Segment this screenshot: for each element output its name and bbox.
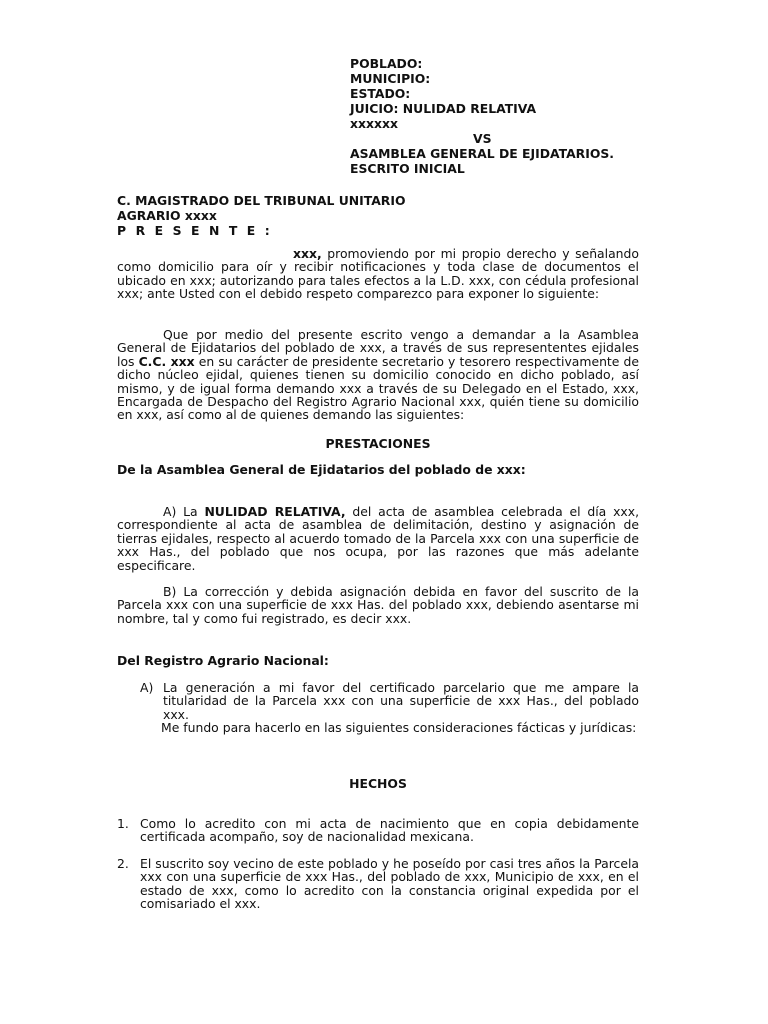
promovente-name: xxx,: [293, 246, 322, 261]
hechos-list: [117, 817, 639, 910]
addressee-line-2: AGRARIO xxxx: [117, 208, 217, 223]
demand-paragraph: [117, 328, 639, 422]
demand-defendants: C.C. xxx: [138, 353, 195, 369]
demand-text-2: en su carácter de presidente secretario y tesorero respectivamente de dicho núcleo ejidal, quienes tienen su domicilio conocido en dicho poblado, así mismo, y de igual forma demando xxx a través de su Delegado en el Estado, xxx, Encargada de Despacho del Registro Agrario Nacional xxx, quién tiene su domicilio en xxx, así como al de quienes demando las siguientes:: [117, 353, 639, 423]
fundo-text: Me fundo para hacerlo en las siguientes consideraciones fácticas y jurídicas:: [161, 720, 637, 735]
ran-heading: Del Registro Agrario Nacional:: [117, 653, 329, 668]
prestaciones-title: PRESTACIONES: [325, 436, 431, 451]
poblado-label: POBLADO:: [350, 56, 423, 71]
hecho-text: Como lo acredito con mi acta de nacimiento que en copia debidamente certificada acompaño, soy de nacionalidad mexicana.: [140, 816, 639, 845]
hecho-number: 1.: [117, 816, 129, 831]
demand-text-1: Que por medio del presente escrito vengo a demandar a la Asamblea General de Ejidatarios del poblado de xxx, a través de sus represententes ejidales los: [117, 327, 639, 369]
intro-paragraph: [117, 247, 639, 301]
ran-item: [117, 681, 639, 721]
addressee: [117, 193, 406, 238]
actor-name: xxxxxx: [350, 116, 398, 131]
municipio-label: MUNICIPIO:: [350, 71, 431, 86]
hecho-text: El suscrito soy vecino de este poblado y he poseído por casi tres años la Parcela xxx con una superficie de xxx Has., del poblado de xxx, Municipio de xxx, en el estado de xxx, como lo acredito con la constancia original expedida por el comisariado el xxx.: [140, 855, 639, 912]
ran-item-text: La generación a mi favor del certificado parcelario que me ampare la titularidad de la Parcela xxx con una superficie de xxx Has., del poblado xxx.: [163, 680, 639, 722]
item-a-bold: NULIDAD RELATIVA,: [204, 504, 346, 519]
item-a-prefix: A) La: [163, 504, 205, 519]
ran-item-label: A): [140, 680, 154, 695]
item-b-text: B) La corrección y debida asignación debida en favor del suscrito de la Parcela xxx con una superficie de xxx Has. del poblado xxx, debiendo asentarse mi nombre, tal y como fui registrado, es decir xxx.: [117, 584, 639, 626]
list-item: [117, 817, 639, 844]
item-b-paragraph: [117, 585, 639, 625]
list-item: [117, 857, 639, 911]
hecho-number: 2.: [117, 855, 129, 871]
case-header: [350, 56, 680, 176]
juicio-label: JUICIO: NULIDAD RELATIVA: [350, 101, 537, 116]
item-a-text: del acta de asamblea celebrada el día xxx, correspondiente al acta de asamblea de delimitación, destino y asignación de tierras ejidales, respecto al acuerdo tomado de la Parcela xxx con una superficie de xxx Has., del poblado que nos ocupa, por las razones que más adelante especificare.: [117, 504, 640, 573]
presente-label: PRESENTE:: [117, 223, 280, 238]
addressee-line-1: C. MAGISTRADO DEL TRIBUNAL UNITARIO: [117, 193, 406, 208]
hechos-title: HECHOS: [349, 776, 407, 791]
defendant-name: ASAMBLEA GENERAL DE EJIDATARIOS.: [350, 146, 615, 161]
document-type: ESCRITO INICIAL: [350, 161, 465, 176]
intro-text: promoviendo por mi propio derecho y señalando como domicilio para oír y recibir notificaciones y toda clase de documentos el ubicado en xxx; autorizando para tales efectos a la L.D. xxx, con cédula profesional xxx; ante Usted con el debido respeto comparezco para exponer lo siguiente:: [117, 246, 639, 302]
asamblea-heading: De la Asamblea General de Ejidatarios del poblado de xxx:: [117, 462, 526, 477]
estado-label: ESTADO:: [350, 86, 411, 101]
item-a-paragraph: [117, 505, 639, 572]
fundo-paragraph: [117, 721, 639, 734]
versus-label: VS: [473, 131, 492, 146]
